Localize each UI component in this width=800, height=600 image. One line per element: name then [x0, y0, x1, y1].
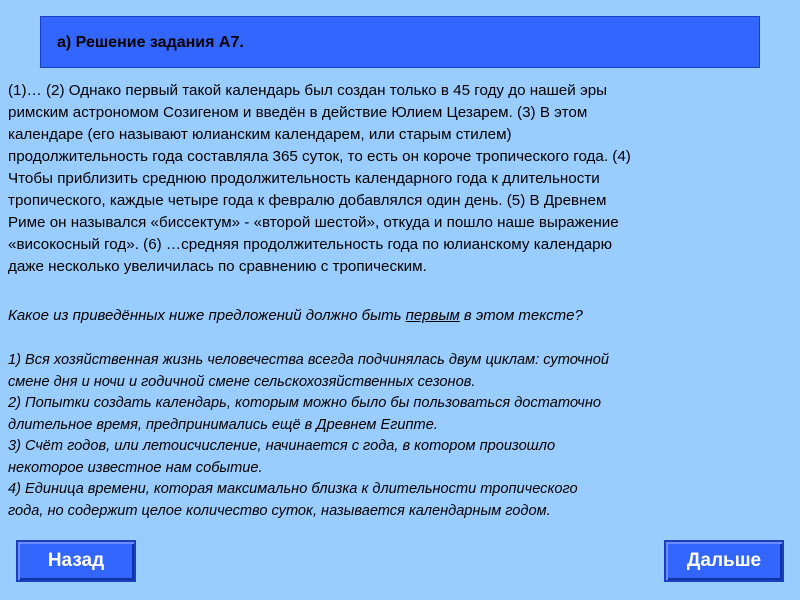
option-line: 4) Единица времени, которая максимально близка к длительности тропического [8, 481, 578, 497]
text-line: Риме он назывался «биссектум» - «второй шестой», откуда и пошло наше выражение [8, 214, 619, 231]
question-start: Какое из приведённых ниже предложений должно быть [8, 307, 406, 324]
text-line: продолжительность года составляла 365 суток, то есть он короче тропического года. (4) [8, 148, 631, 165]
text-line: тропического, каждые четыре года к февралю добавлялся один день. (5) В Древнем [8, 192, 607, 209]
question [8, 307, 583, 324]
back-button[interactable]: Назад [16, 540, 136, 582]
option-line: 2) Попытки создать календарь, которым можно было бы пользоваться достаточно [8, 395, 601, 411]
question-emphasis: первым [405, 307, 460, 324]
option-line: длительное время, предпринимались ещё в Древнем Египте. [8, 416, 438, 433]
option-line: года, но содержит целое количество суток, называется календарным годом. [8, 502, 551, 519]
next-button[interactable]: Дальше [664, 540, 784, 582]
text-line: римским астрономом Созигеном и введён в действие Юлием Цезарем. (3) В этом [8, 104, 588, 121]
option-line: смене дня и ночи и годичной смене сельскохозяйственных сезонов. [8, 373, 476, 390]
text-line: Чтобы приблизить среднюю продолжительность календарного года к длительности [8, 170, 600, 187]
slide-title: а) Решение задания А7. [57, 34, 244, 51]
option-line: некоторое известное нам событие. [8, 459, 263, 476]
title-banner [40, 16, 760, 68]
text-line: календаре (его называют юлианским календарем, или старым стилем) [8, 126, 512, 143]
text-line: «високосный год». (6) …средняя продолжительность года по юлианскому календарю [8, 236, 612, 253]
text-line: даже несколько увеличилась по сравнению с тропическим. [8, 258, 427, 275]
text-line: (1)… (2) Однако первый такой календарь был создан только в 45 году до нашей эры [8, 82, 608, 99]
answer-options [8, 350, 792, 522]
question-end: в этом тексте? [459, 307, 583, 324]
option-line: 1) Вся хозяйственная жизнь человечества всегда подчинялась двум циклам: суточной [8, 352, 609, 368]
task-text [8, 80, 792, 278]
option-line: 3) Счёт годов, или летоисчисление, начинается с года, в котором произошло [8, 438, 556, 454]
